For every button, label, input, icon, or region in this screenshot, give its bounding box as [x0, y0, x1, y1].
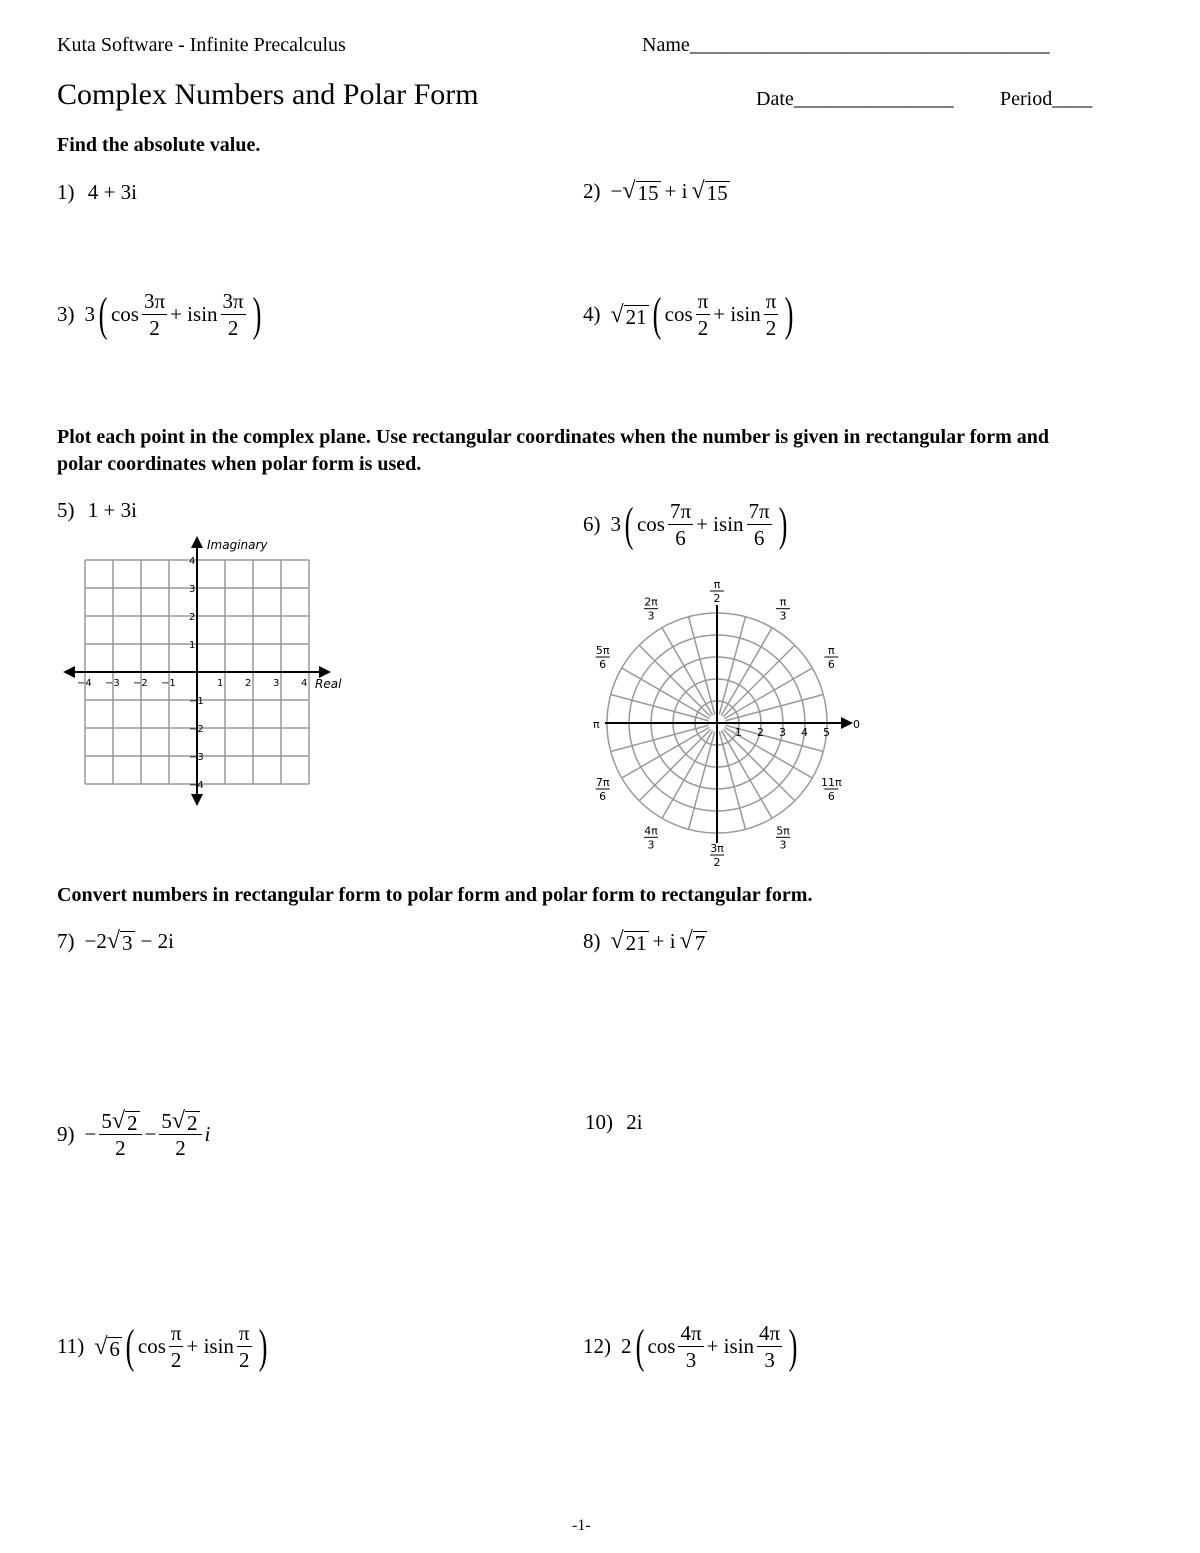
y-tick-label: 4 [189, 556, 196, 567]
y-tick-label: −3 [189, 752, 204, 763]
problem-11: 11) √ 6 ( cos $\frac{\pi}{2}$ + isin $\frac{\pi}{2}$ ) [57, 1319, 267, 1373]
x-tick-label: −2 [133, 678, 148, 689]
page-title: Complex Numbers and Polar Form [57, 78, 479, 111]
y-tick-label: −1 [189, 696, 204, 707]
problem-6-label: 6) [583, 512, 601, 536]
problem-10-label: 10) [585, 1110, 613, 1134]
problem-3-frac-1: $\frac{3\pi}{2}$ [143, 289, 166, 340]
problem-5 [57, 498, 137, 523]
name-field[interactable] [642, 34, 1050, 57]
polar-spoke [689, 732, 715, 830]
angle-label-den: 2 [713, 856, 721, 869]
problem-7-pre: −2 [84, 928, 107, 953]
imag-axis-down-arrow [191, 794, 203, 806]
problem-4: 4) √ 21 ( cos $\frac{\pi}{2}$ + isin $\frac{\pi}{2}$ ) [583, 287, 794, 341]
angle-label [710, 842, 724, 869]
polar-spoke [611, 725, 709, 751]
problem-11-frac-2: $\frac{\pi}{2}$ [238, 1321, 250, 1372]
problem-12-frac-1: $\frac{4\pi}{3}$ [680, 1321, 702, 1372]
y-tick-label: 2 [189, 612, 196, 623]
radial-tick-label: 1 [735, 726, 742, 739]
polar-spoke [719, 732, 745, 830]
polar-spoke [723, 729, 795, 801]
problem-9-i: i [204, 1122, 211, 1146]
angle-label [776, 596, 790, 623]
problem-3: 3) 3 ( cos $\frac{3\pi}{2}$ + isin $\frac{3\pi}{2}$ ) [57, 287, 262, 341]
problem-8-label: 8) [583, 928, 601, 953]
angle-label-num: π [779, 595, 787, 609]
problem-10 [585, 1110, 643, 1135]
polar-spoke [719, 617, 745, 715]
angle-label-num: 3π [710, 842, 724, 855]
angle-label [644, 596, 658, 623]
problem-3-label: 3) [57, 302, 75, 326]
problem-6-isin: + isin [696, 512, 744, 536]
x-tick-label: −3 [105, 678, 120, 689]
sqrt-7: √ 7 [679, 928, 706, 955]
problem-6-frac-1: $\frac{7\pi}{6}$ [669, 499, 692, 550]
sqrt-15-b: √ 15 [691, 178, 728, 205]
angle-label [644, 824, 658, 851]
section-3-instruction: Convert numbers in rectangular form to polar form and polar form to rectangular form. [57, 884, 813, 906]
problem-2-label: 2) [583, 178, 601, 203]
angle-label-den: 6 [599, 658, 607, 671]
y-tick-label: −2 [189, 724, 204, 735]
problem-10-expr: 2i [626, 1110, 643, 1134]
x-tick-label: 4 [301, 678, 308, 689]
problem-9-minus-1: − [84, 1122, 97, 1146]
angle-label-den: 3 [647, 838, 655, 852]
problem-11-cos: cos [137, 1334, 166, 1358]
problem-4-frac-2: $\frac{\pi}{2}$ [765, 289, 777, 340]
problem-2 [583, 178, 730, 204]
sqrt-21: √ 21 [610, 301, 647, 329]
problem-5-label: 5) [57, 498, 75, 522]
section-1-instruction: Find the absolute value. [57, 134, 261, 156]
angle-label-num: 4π [644, 824, 658, 838]
problem-12-coef: 2 [621, 1334, 632, 1358]
problem-2-minus: − [610, 178, 623, 203]
problem-11-frac-1: $\frac{\pi}{2}$ [170, 1321, 182, 1372]
imag-axis-up-arrow [191, 536, 203, 548]
section-2-instruction: Plot each point in the complex plane. Use rectangular coordinates when the number is given in rectangular form and polar coordinates when polar form is used. [57, 426, 1050, 475]
angle-label [824, 644, 838, 671]
problem-6-coef: 3 [610, 512, 621, 536]
problem-7 [57, 928, 174, 954]
problem-9-frac-2: 5 √ 2 2 [159, 1108, 201, 1161]
name-label: Name [642, 34, 690, 56]
problem-7-post: − 2i [140, 928, 174, 953]
angle-label [596, 776, 610, 803]
problem-7-label: 7) [57, 928, 75, 953]
period-field[interactable] [1000, 88, 1092, 111]
angle-label-den: 6 [827, 790, 835, 803]
problem-1-label: 1) [57, 180, 75, 204]
date-field[interactable] [756, 88, 954, 111]
x-tick-label: −1 [161, 678, 176, 689]
angle-label [821, 776, 842, 803]
angle-label [776, 824, 790, 851]
angle-label [596, 644, 610, 671]
problem-1 [57, 180, 137, 205]
problem-12: 12) 2 ( cos $\frac{4\pi}{3}$ + isin $\frac{4\pi}{3}$ ) [583, 1319, 798, 1373]
sqrt-15-a: √ 15 [622, 178, 659, 205]
problem-9-label: 9) [57, 1122, 75, 1146]
y-tick-label: 3 [189, 584, 196, 595]
polar-zero-label: 0 [853, 718, 860, 731]
sqrt-21-b: √ 21 [610, 928, 647, 955]
polar-grid[interactable] [585, 575, 870, 875]
problem-11-label: 11) [57, 1334, 85, 1358]
angle-label-num: 7π [595, 776, 610, 789]
polar-spoke [639, 729, 711, 801]
complex-plane-grid[interactable] [55, 530, 355, 815]
problem-1-expr: 4 + 3i [87, 180, 137, 204]
page-number: -1- [572, 1517, 591, 1534]
problem-4-cos: cos [664, 302, 693, 326]
angle-label-den: 6 [827, 658, 835, 671]
angle-label-num: π [828, 644, 835, 657]
y-tick-label: 1 [189, 640, 196, 651]
problem-4-frac-1: $\frac{\pi}{2}$ [697, 289, 709, 340]
polar-pi-label: π [593, 718, 600, 731]
problem-9-frac-1: 5 √ 2 2 [99, 1108, 141, 1161]
period-label: Period [1000, 88, 1053, 110]
angle-label-num: π [713, 578, 721, 591]
imaginary-axis-label: Imaginary [207, 538, 268, 552]
problem-12-label: 12) [583, 1334, 611, 1358]
angle-label-den: 6 [599, 790, 607, 803]
angle-label-den: 3 [647, 609, 655, 623]
x-tick-label: 3 [273, 678, 280, 689]
polar-spoke [726, 695, 824, 721]
problem-3-isin: + isin [170, 302, 218, 326]
date-blank[interactable]: ________________ [793, 88, 954, 110]
angle-label-den: 2 [713, 592, 721, 605]
angle-label-num: 5π [595, 644, 610, 657]
angle-label-den: 3 [779, 838, 787, 852]
angle-label [710, 578, 724, 605]
polar-spoke [639, 645, 711, 717]
problem-6: 6) 3 ( cos $\frac{7\pi}{6}$ + isin $\frac{7\pi}{6}$ ) [583, 497, 788, 551]
date-label: Date [756, 88, 794, 110]
x-tick-label: 2 [245, 678, 252, 689]
angle-label-den: 3 [779, 609, 787, 623]
problem-4-label: 4) [583, 302, 601, 326]
angle-label-num: 2π [644, 595, 658, 609]
problem-12-frac-2: $\frac{4\pi}{3}$ [759, 1321, 781, 1372]
publisher-text: Kuta Software - Infinite Precalculus [57, 34, 346, 56]
polar-spoke [611, 695, 709, 721]
problem-12-isin: + isin [706, 1334, 755, 1358]
angle-label-num: 5π [776, 824, 790, 838]
problem-3-coef: 3 [84, 302, 95, 326]
problem-2-plus-i: + i [664, 178, 688, 203]
problem-9-minus-2: − [144, 1122, 157, 1146]
angle-label-num: 11π [821, 776, 842, 789]
problem-5-expr: 1 + 3i [87, 498, 137, 522]
x-tick-label: −4 [77, 678, 92, 689]
problem-11-isin: + isin [186, 1334, 234, 1358]
problem-12-cos: cos [647, 1334, 676, 1358]
sqrt-6: √ 6 [94, 1333, 120, 1361]
radial-tick-label: 5 [823, 726, 830, 739]
sqrt-3: √ 3 [106, 928, 133, 955]
radial-tick-label: 4 [801, 726, 808, 739]
radial-tick-label: 3 [779, 726, 786, 739]
problem-8 [583, 928, 707, 954]
problem-3-frac-2: $\frac{3\pi}{2}$ [222, 289, 244, 340]
problem-8-plus-i: + i [652, 928, 676, 953]
polar-spoke [723, 645, 795, 717]
real-axis-left-arrow [63, 666, 75, 678]
problem-4-isin: + isin [713, 302, 761, 326]
x-tick-label: 1 [217, 678, 224, 689]
real-axis-label: Real [315, 677, 342, 691]
problem-3-cos: cos [110, 302, 139, 326]
period-blank[interactable]: ____ [1052, 88, 1093, 110]
problem-6-cos: cos [636, 512, 665, 536]
polar-axis-arrow [841, 717, 853, 729]
polar-spoke [689, 617, 715, 715]
name-blank[interactable]: ____________________________________ [689, 34, 1050, 56]
radial-tick-label: 2 [757, 726, 764, 739]
y-tick-label: −4 [189, 780, 204, 791]
problem-6-frac-2: $\frac{7\pi}{6}$ [748, 499, 770, 550]
problem-9 [57, 1108, 210, 1161]
